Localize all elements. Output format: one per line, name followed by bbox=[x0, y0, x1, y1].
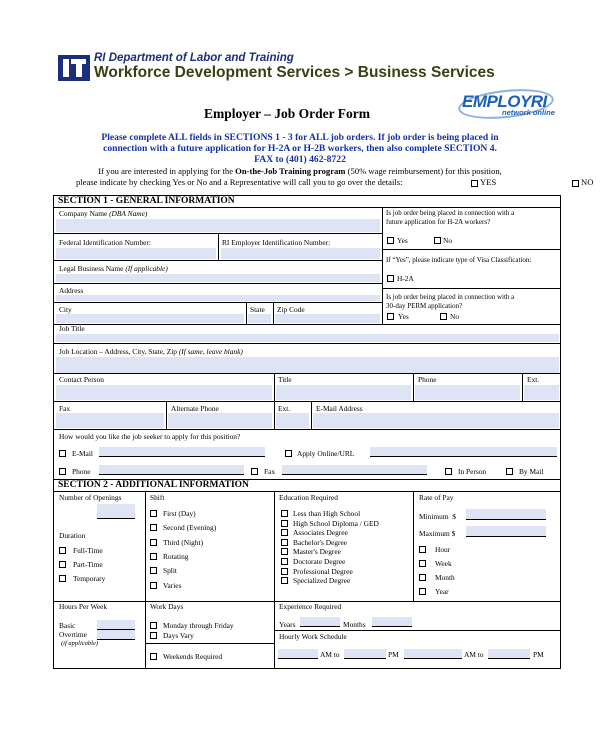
perm-yes-checkbox[interactable] bbox=[387, 313, 394, 320]
ext-label: Ext. bbox=[527, 375, 540, 384]
education-1-checkbox[interactable] bbox=[281, 520, 288, 527]
duration-2-label: Temporary bbox=[73, 574, 106, 583]
city-input[interactable] bbox=[56, 314, 244, 323]
shift-1-label: Second (Evening) bbox=[163, 523, 217, 533]
ri-id-input[interactable] bbox=[221, 248, 380, 259]
fed-id-input[interactable] bbox=[56, 248, 216, 259]
years-label: Years bbox=[279, 620, 296, 629]
apply-question: How would you like the job seeker to apply for this position? bbox=[59, 432, 241, 441]
maximum-label: Maximum $ bbox=[419, 529, 456, 538]
fax-label: Fax bbox=[59, 404, 71, 413]
rate-unit-0-checkbox[interactable] bbox=[419, 546, 426, 553]
shift-1-checkbox[interactable] bbox=[150, 524, 157, 531]
h2a-no-checkbox[interactable] bbox=[434, 237, 441, 244]
ext2-input[interactable] bbox=[276, 413, 309, 428]
shift-2-checkbox[interactable] bbox=[150, 539, 157, 546]
duration-label: Duration bbox=[59, 531, 86, 540]
email-input[interactable] bbox=[313, 413, 559, 428]
apply-inperson-checkbox[interactable] bbox=[445, 468, 452, 475]
shift-4-checkbox[interactable] bbox=[150, 567, 157, 574]
state-input[interactable] bbox=[248, 314, 271, 323]
training-yes-checkbox[interactable] bbox=[471, 180, 478, 187]
hours-label: Hours Per Week bbox=[59, 602, 108, 611]
education-0-checkbox[interactable] bbox=[281, 510, 288, 517]
rate-unit-2-checkbox[interactable] bbox=[419, 574, 426, 581]
zip-label: Zip Code bbox=[277, 305, 305, 314]
workdays-0-label: Monday through Friday bbox=[163, 621, 234, 630]
overtime-label: Overtime bbox=[59, 630, 87, 639]
title-input[interactable] bbox=[276, 385, 411, 400]
education-7-label: Specialized Degree bbox=[293, 576, 351, 586]
address-input[interactable] bbox=[56, 295, 380, 301]
education-3-label: Bachelor's Degree bbox=[293, 537, 348, 547]
workdays-label: Work Days bbox=[150, 602, 184, 611]
apply-email-checkbox[interactable] bbox=[59, 450, 66, 457]
shift-4-label: Split bbox=[163, 566, 177, 576]
perm-question: Is job order being placed in connection with a 30-day PERM application? bbox=[386, 293, 515, 310]
apply-online-checkbox[interactable] bbox=[285, 450, 292, 457]
rate-unit-1-label: Week bbox=[435, 559, 452, 568]
company-name-label: Company Name (DBA Name) bbox=[59, 209, 148, 218]
form-title: Employer – Job Order Form bbox=[204, 106, 370, 121]
shift-2-label: Third (Night) bbox=[163, 537, 204, 547]
title-label: Title bbox=[278, 375, 292, 384]
visa-h2a-checkbox[interactable] bbox=[387, 275, 394, 282]
phone-label: Phone bbox=[418, 375, 437, 384]
fed-id-label: Federal Identification Number: bbox=[59, 238, 151, 247]
page-title: Workforce Development Services > Business Services bbox=[94, 64, 495, 81]
section1-header: SECTION 1 - GENERAL INFORMATION bbox=[58, 196, 235, 206]
education-5-label: Doctorate Degree bbox=[293, 557, 346, 566]
education-4-checkbox[interactable] bbox=[281, 548, 288, 555]
education-0-label: Less than High School bbox=[293, 509, 361, 518]
ext-input[interactable] bbox=[524, 385, 559, 400]
apply-bymail-checkbox[interactable] bbox=[506, 468, 513, 475]
education-label: Education Required bbox=[279, 493, 338, 502]
workdays-1-checkbox[interactable] bbox=[150, 632, 157, 639]
ri-id-label: RI Employer Identification Number: bbox=[222, 238, 331, 247]
legal-name-input[interactable] bbox=[56, 274, 380, 282]
shift-label: Shift bbox=[150, 493, 165, 502]
employri-logo: EMPLOYRI network online bbox=[458, 88, 558, 122]
contact-person-input[interactable] bbox=[56, 385, 272, 400]
minimum-label: Minimum $ bbox=[419, 512, 456, 521]
workdays-0-checkbox[interactable] bbox=[150, 622, 157, 629]
visa-question: If “Yes”, please indicate type of Visa Classification: bbox=[386, 256, 532, 264]
basic-label: Basic bbox=[59, 621, 76, 630]
apply-fax-checkbox[interactable] bbox=[251, 468, 258, 475]
education-1-label: High School Diploma / GED bbox=[293, 518, 379, 528]
shift-0-label: First (Day) bbox=[163, 509, 196, 518]
duration-0-checkbox[interactable] bbox=[59, 547, 66, 554]
shift-3-checkbox[interactable] bbox=[150, 553, 157, 560]
address-label: Address bbox=[59, 286, 84, 295]
zip-input[interactable] bbox=[275, 314, 380, 323]
training-note: If you are interested in applying for the On-the-Job Training program (50% wage reimbursement) for this position, please indicate by checking Yes or No and a Representative will call you to go over the details: YES NO bbox=[76, 166, 594, 187]
rate-unit-2-label: Month bbox=[435, 573, 455, 582]
duration-2-checkbox[interactable] bbox=[59, 575, 66, 582]
job-location-label: Job Location – Address, City, State, Zip (If same, leave blank) bbox=[59, 347, 243, 356]
fax-input[interactable] bbox=[56, 413, 164, 428]
months-label: Months bbox=[343, 620, 366, 629]
section2-header: SECTION 2 - ADDITIONAL INFORMATION bbox=[58, 480, 249, 490]
perm-no-checkbox[interactable] bbox=[440, 313, 447, 320]
job-title-input[interactable] bbox=[56, 334, 559, 342]
city-label: City bbox=[59, 305, 72, 314]
job-title-label: Job Title bbox=[59, 324, 85, 333]
state-label: State bbox=[250, 305, 265, 314]
email-label: E-Mail Address bbox=[316, 404, 363, 413]
education-4-label: Master's Degree bbox=[293, 547, 341, 557]
shift-5-checkbox[interactable] bbox=[150, 582, 157, 589]
openings-label: Number of Openings bbox=[59, 493, 122, 502]
rate-unit-3-label: Year bbox=[435, 587, 449, 596]
rate-label: Rate of Pay bbox=[419, 493, 454, 502]
openings-input[interactable] bbox=[97, 504, 135, 518]
apply-phone-checkbox[interactable] bbox=[59, 468, 66, 475]
workdays-2-checkbox[interactable] bbox=[150, 653, 157, 660]
overtime-note: (if applicable) bbox=[61, 640, 99, 647]
phone-input[interactable] bbox=[415, 385, 520, 400]
legal-name-label: Legal Business Name (If applicable) bbox=[59, 264, 168, 273]
education-6-label: Professional Degree bbox=[293, 566, 353, 576]
schedule-label: Hourly Work Schedule bbox=[279, 632, 347, 641]
alt-phone-label: Alternate Phone bbox=[171, 404, 219, 413]
shift-3-label: Rotating bbox=[163, 551, 189, 561]
rildt-logo bbox=[58, 55, 90, 81]
ext2-label: Ext. bbox=[278, 404, 291, 413]
company-name-input[interactable] bbox=[56, 219, 380, 232]
job-location-input[interactable] bbox=[56, 357, 559, 373]
rate-unit-3-checkbox[interactable] bbox=[419, 588, 426, 595]
education-7-checkbox[interactable] bbox=[281, 577, 288, 584]
alt-phone-input[interactable] bbox=[168, 413, 272, 428]
dept-name: RI Department of Labor and Training bbox=[94, 52, 294, 64]
h2a-yes-checkbox[interactable] bbox=[387, 237, 394, 244]
rate-unit-0-label: Hour bbox=[435, 545, 451, 554]
duration-1-checkbox[interactable] bbox=[59, 561, 66, 568]
experience-label: Experience Required bbox=[279, 602, 342, 611]
training-no-checkbox[interactable] bbox=[572, 180, 579, 187]
duration-0-label: Full-Time bbox=[73, 546, 103, 555]
workdays-2-label: Weekends Required bbox=[163, 652, 223, 661]
education-6-checkbox[interactable] bbox=[281, 568, 288, 575]
education-3-checkbox[interactable] bbox=[281, 539, 288, 546]
shift-5-label: Varies bbox=[163, 580, 182, 590]
contact-person-label: Contact Person bbox=[59, 375, 104, 384]
education-5-checkbox[interactable] bbox=[281, 558, 288, 565]
rate-unit-1-checkbox[interactable] bbox=[419, 560, 426, 567]
workdays-1-label: Days Vary bbox=[163, 631, 194, 640]
shift-0-checkbox[interactable] bbox=[150, 510, 157, 517]
education-2-label: Associates Degree bbox=[293, 528, 348, 538]
h2a-question: Is job order being placed in connection with a future application for H-2A workers? bbox=[386, 209, 515, 226]
duration-1-label: Part-Time bbox=[73, 560, 103, 569]
instructions: Please complete ALL fields in SECTIONS 1 - 3 for ALL job orders. If job order is being placed in connection with a future application for H-2A or H-2B workers, then also complete SECTION 4. FAX to (401) 462-8722 bbox=[101, 132, 499, 165]
education-2-checkbox[interactable] bbox=[281, 529, 288, 536]
